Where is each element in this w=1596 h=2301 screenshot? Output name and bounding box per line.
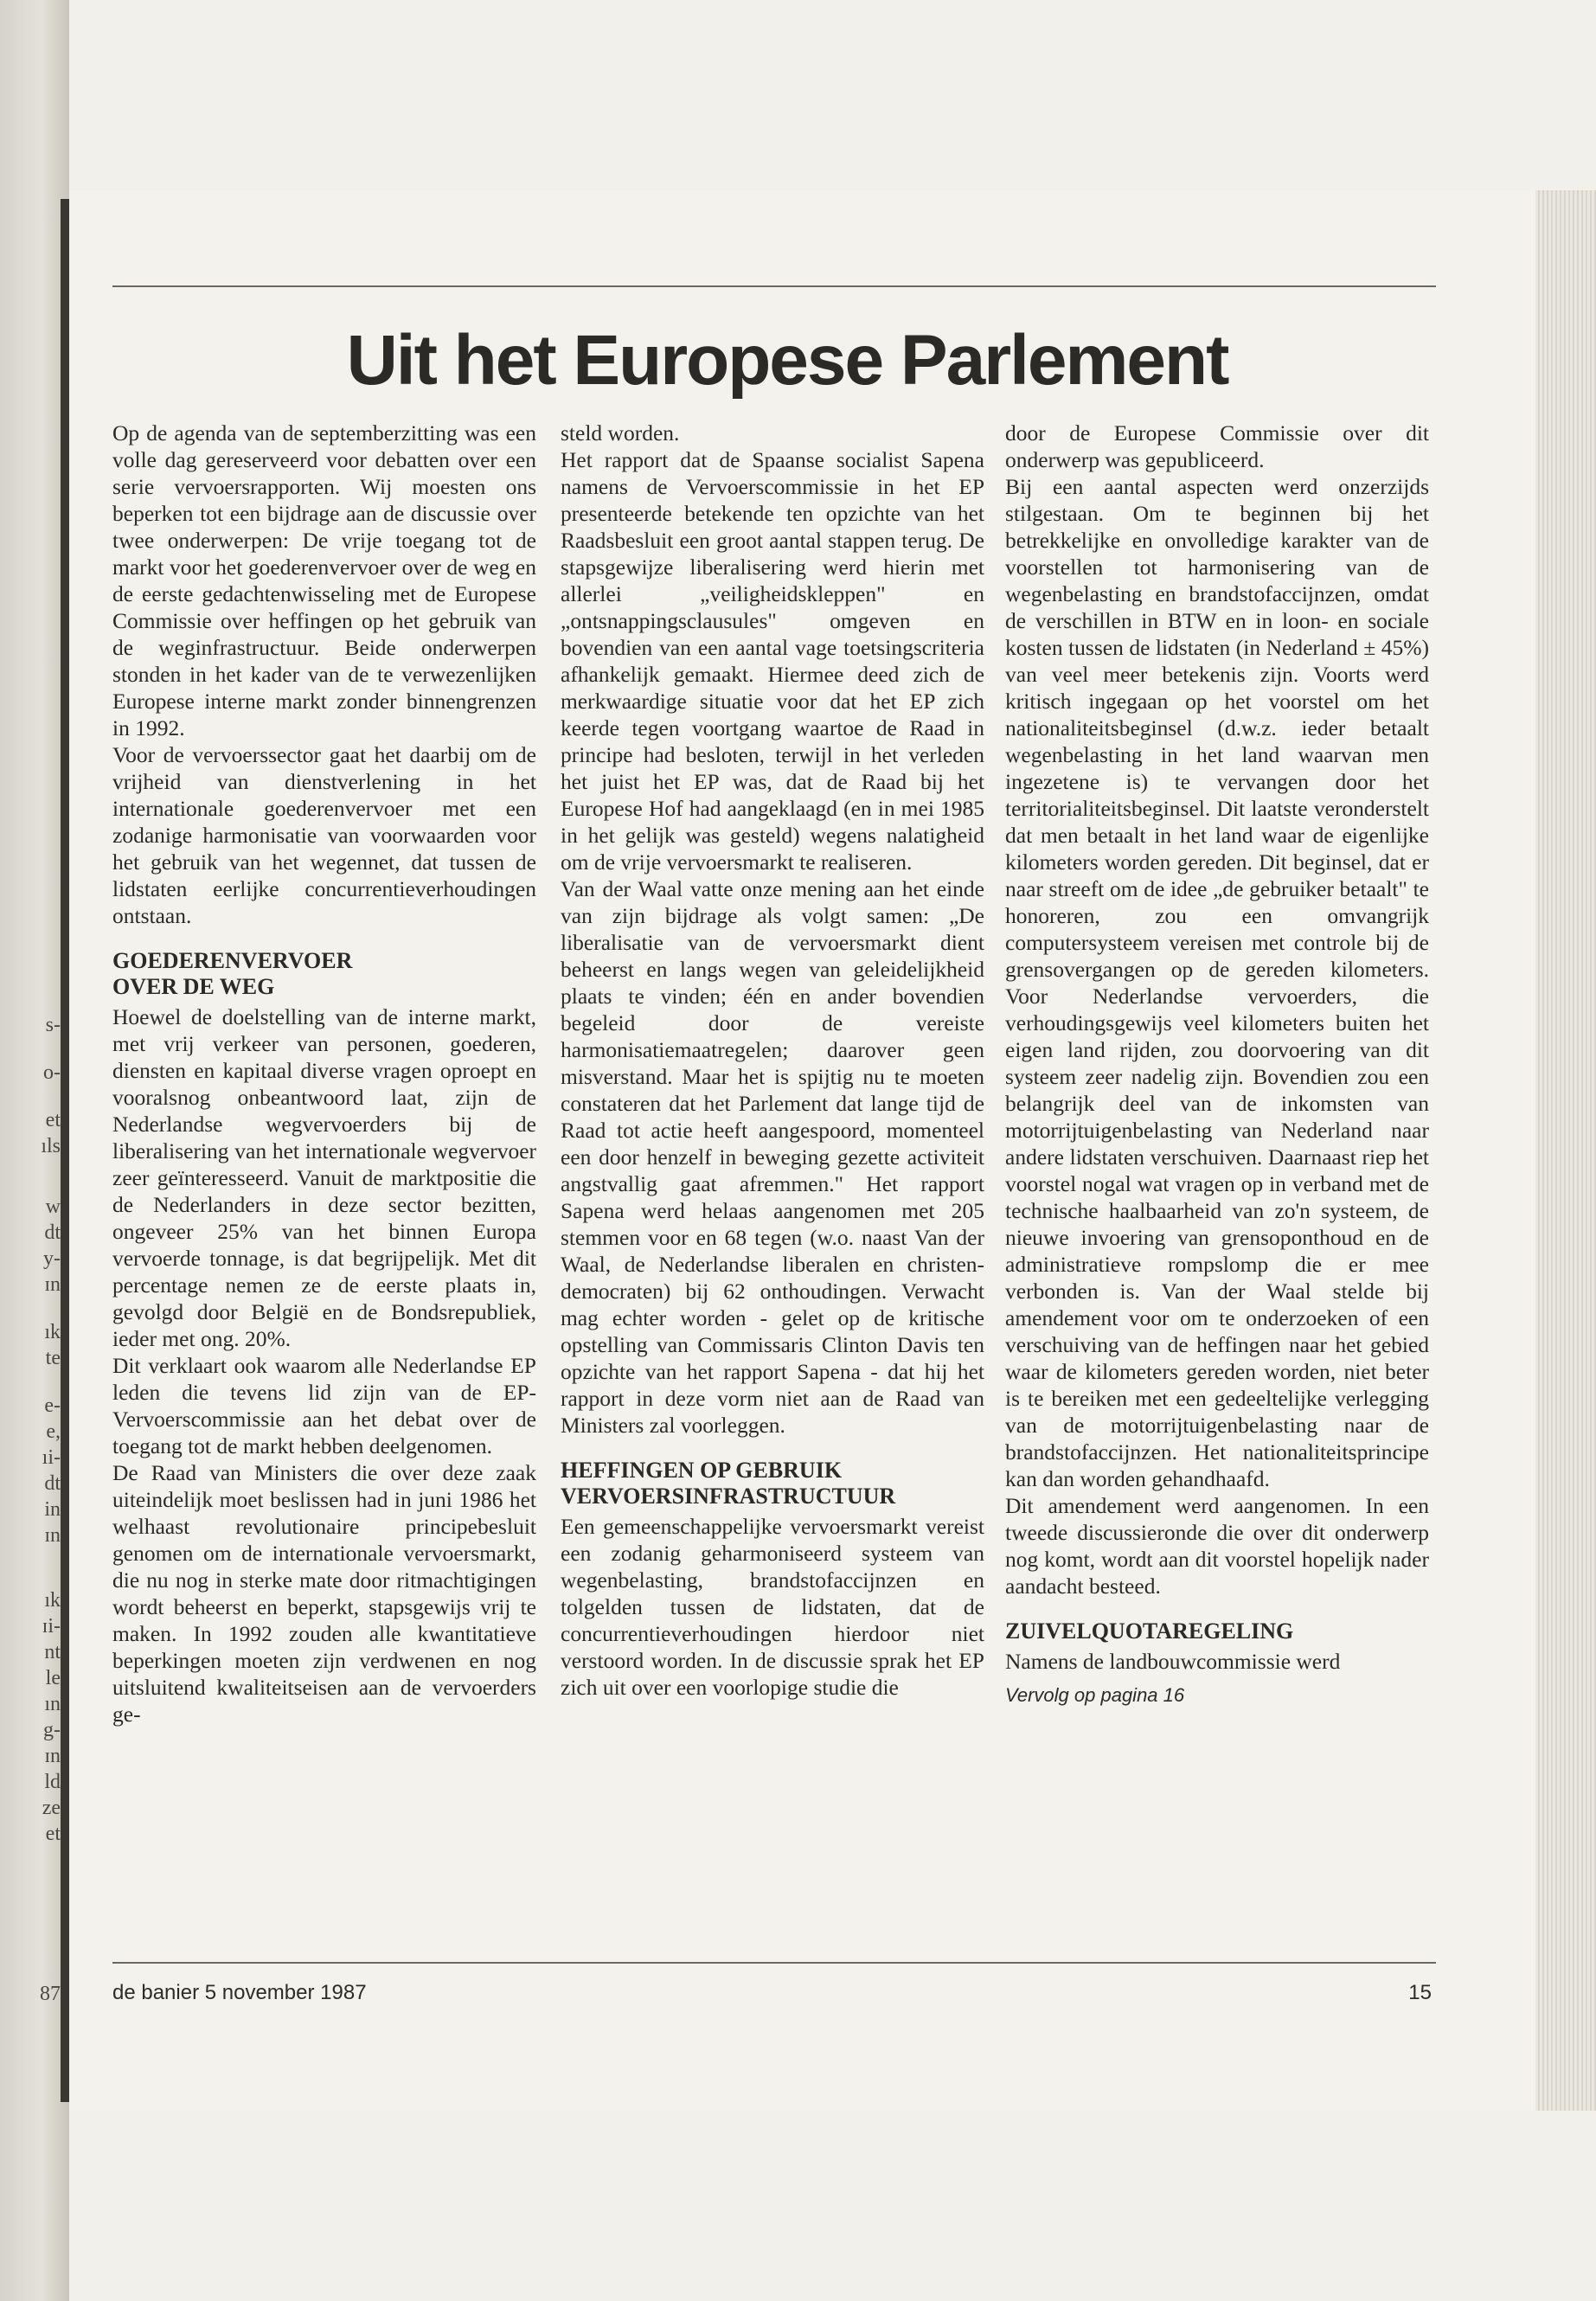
- spine-fragment: g-: [43, 1719, 61, 1741]
- spine-fragment: o-: [43, 1061, 61, 1084]
- section-heading-line: VERVOERSINFRASTRUCTUUR: [561, 1484, 896, 1509]
- paragraph: Op de agenda van de septemberzitting was een volle dag gereserveerd voor debatten over een serie vervoersrapporten. Wij moesten ons beperken tot een bijdrage aan de discussie over twee onderwerpen: De vrije toegang tot de markt voor het goederenvervoer over de weg en de eerste gedachtenwisseling met de Europese Commissie over heffingen op het gebruik van de weginfrastructuur. Beide onderwerpen stonden in het kader van de te verwezenlijken Europese interne markt zonder binnengrenzen in 1992.: [112, 420, 536, 740]
- spine-fragment: et: [45, 1109, 61, 1131]
- paragraph: Namens de landbouwcommissie werd: [1005, 1649, 1341, 1674]
- spine-fragment: w: [45, 1195, 61, 1218]
- spine-fragment: ld: [44, 1771, 61, 1793]
- paragraph: Dit amendement werd aangenomen. In een tweede discussieronde die over dit onderwerp nog komt, wordt aan dit voorstel hopelijk nader aandacht besteed.: [1005, 1493, 1429, 1599]
- spine-fragment: dt: [44, 1472, 61, 1495]
- spine-fragment: 87: [40, 1983, 61, 2005]
- spine-fragment: dt: [44, 1221, 61, 1244]
- column-1: [112, 420, 536, 1727]
- section-heading: [1005, 1618, 1429, 1644]
- spine-fragment: te: [45, 1347, 61, 1369]
- binding-edge: [61, 199, 69, 2102]
- spine-fragment: ıls: [41, 1135, 61, 1157]
- section-heading: [112, 948, 536, 1000]
- paragraph: Bij een aantal aspecten werd onzerzijds stilgestaan. Om te beginnen bij het betrekkelijke en onvolledige karakter van de voorstellen tot harmonisering van de wegenbelasting en brandstofaccijnzen, omdat de verschillen in BTW en in loon- en sociale kosten tussen de lidstaten (in Nederland ± 45%) van veel meer betekenis zijn. Voorts werd kritisch ingegaan op het voorstel om het nationaliteitsbeginsel (d.w.z. ieder betaalt wegenbelasting in het land waarvan men ingezetene is) te vervangen door het territorialiteitsbeginsel. Dit laatste veronderstelt dat men betaalt in het land waar de eigenlijke kilometers worden gereden. Dit beginsel, dat er naar streeft om de idee „de gebruiker betaalt" te honoreren, zou een omvangrijk computersysteem vereisen met controle bij de grensovergangen op de gereden kilometers. Voor Nederlandse vervoerders, die verhoudingsgewijs veel kilometers buiten het eigen land rijden, zou doorvoering van dit systeem zeer nadelig zijn. Bovendien zou een belangrijk deel van de inkomsten van motorrijtuigenbelasting van Nederland naar andere lidstaten verschuiven. Daarnaast riep het voorstel nogal wat vragen op in verband met de technische haalbaarheid van zo'n systeem, de nieuwe invoering van grensoponthoud en de administratieve rompslomp die er mee verbonden is. Van der Waal stelde bij amendement voor om te onderzoeken of een verschuiving van de heffingen naar het gebied waar de kilometers gereden worden, niet beter is te bereiken met een gedeeltelijke verlegging van de motorrijtuigenbelasting naar de brandstofaccijnzen. Het nationaliteitsprincipe kan dan worden gehandhaafd.: [1005, 474, 1429, 1491]
- section-heading-line: HEFFINGEN OP GEBRUIK: [561, 1458, 843, 1483]
- paragraph: Hoewel de doelstelling van de interne markt, met vrij verkeer van personen, goederen, diensten en kapitaal diverse vragen oproept en vooralsnog onbeantwoord laat, zijn de Nederlandse wegvervoerders bij de liberalisering van het internationale wegvervoer zeer geïnteresseerd. Vanuit de marktpositie die de Nederlanders in deze sector bezitten, ongeveer 25% van het binnen Europa vervoerde tonnage, is dat begrijpelijk. Met dit percentage nemen ze de eerste plaats in, gevolgd door België en de Bondsrepubliek, ieder met ong. 20%.: [112, 1004, 536, 1351]
- footer-publication: de banier 5 november 1987: [112, 1981, 367, 2004]
- column-3: [1005, 420, 1429, 1708]
- column-2: [561, 420, 984, 1701]
- article-headline: Uit het Europese Parlement: [346, 321, 1228, 400]
- section-heading-line: OVER DE WEG: [112, 974, 275, 999]
- section-heading: [561, 1458, 984, 1509]
- page-edges: [1535, 190, 1596, 2111]
- paragraph: Dit verklaart ook waarom alle Nederlandse EP leden die tevens lid zijn van de EP-Vervoerscommissie aan het debat over de toegang tot de markt hebben deelgenomen.: [112, 1353, 536, 1458]
- paragraph: steld worden.: [561, 420, 680, 445]
- spine-fragment: nt: [44, 1641, 61, 1663]
- spine-fragment: s-: [45, 1014, 61, 1036]
- spine-fragment: ın: [44, 1693, 61, 1715]
- paragraph: Voor de vervoerssector gaat het daarbij om de vrijheid van dienstverlening in het internationale goederenvervoer met een zodanige harmonisatie van voorwaarden voor het gebruik van het wegennet, dat tussen de lidstaten eerlijke concurrentieverhoudingen ontstaan.: [112, 742, 536, 928]
- spine-fragment: ɪn: [44, 1524, 61, 1547]
- section-heading-line: ZUIVELQUOTAREGELING: [1005, 1618, 1294, 1644]
- spine-fragment: ık: [44, 1589, 61, 1612]
- spine-fragment: y-: [43, 1247, 61, 1270]
- continued-notice: Vervolg op pagina 16: [1005, 1684, 1185, 1706]
- paragraph: Van der Waal vatte onze mening aan het einde van zijn bijdrage als volgt samen: „De liberalisatie van de vervoersmarkt dient beheerst en langs wegen van geleidelijkheid plaats te vinden; één en ander bovendien begeleid door de vereiste harmonisatiemaatregelen; daarover geen misverstand. Maar het is spijtig nu te moeten constateren dat het Parlement dat lange tijd de Raad tot actie heeft aangespoord, momenteel een door henzelf in beweging gezette activiteit angstvallig gaat afremmen." Het rapport Sapena werd helaas aangenomen met 205 stemmen voor en 68 tegen (w.o. naast Van der Waal, de Nederlandse liberalen en christen-democraten) bij 62 onthoudingen. Verwacht mag echter worden - gelet op de kritische opstelling van Commissaris Clinton Davis ten opzichte van het rapport Sapena - dat hij het rapport in deze vorm niet aan de Raad van Ministers zal voorleggen.: [561, 876, 984, 1438]
- bottom-rule: [112, 1962, 1436, 1964]
- spine-fragment: le: [45, 1667, 61, 1689]
- paragraph: Het rapport dat de Spaanse socialist Sapena namens de Vervoerscommissie in het EP presenteerde betekende ten opzichte van het Raadsbesluit een groot aantal stappen terug. De stapsgewijze liberalisering werd hierin met allerlei „veiligheidskleppen" en „ontsnappingsclausules" omgeven en bovendien van een aantal vage toetsingscriteria afhankelijk gemaakt. Hiermee deed zich de merkwaardige situatie voor dat het EP zich keerde tegen voortgang waartoe de Raad in principe had besloten, terwijl in het verleden het juist het EP was, dat de Raad bij het Europese Hof had aangeklaagd (en in mei 1985 in het gelijk was gesteld) wegens nalatigheid om de vrije vervoersmarkt te realiseren.: [561, 447, 984, 875]
- spine-fragment: et: [45, 1823, 61, 1845]
- spine-fragment: ıi-: [42, 1446, 61, 1469]
- paragraph: De Raad van Ministers die over deze zaak uiteindelijk moet beslissen had in juni 1986 het welhaast revolutionaire principebesluit genomen om de internationale vervoersmarkt, die nu nog in sterke mate door ritmachtigingen wordt beheerst en beperkt, stapsgewijs vrij te maken. In 1992 zouden alle kwantitatieve beperkingen moeten zijn verdwenen en nog uitsluitend kwaliteitseisen aan de vervoerders ge-: [112, 1460, 536, 1727]
- spine-fragment: in: [44, 1498, 61, 1521]
- spine-fragment: ɪn: [44, 1745, 61, 1767]
- spine-fragment: e-: [44, 1394, 61, 1417]
- spine-fragment: ık: [44, 1321, 61, 1343]
- footer-page-number: 15: [1408, 1981, 1432, 2004]
- spine-fragment: e,: [46, 1420, 61, 1443]
- spine-fragment: ɪi-: [42, 1615, 61, 1638]
- spine-fragment: ɪn: [44, 1273, 61, 1296]
- top-rule: [112, 285, 1436, 287]
- paragraph: door de Europese Commissie over dit onderwerp was gepubliceerd.: [1005, 420, 1429, 472]
- section-heading-line: GOEDERENVERVOER: [112, 948, 353, 973]
- spine-fragment: ze: [42, 1797, 61, 1819]
- paragraph: Een gemeenschappelijke vervoersmarkt vereist een zodanig geharmoniseerd systeem van wegenbelasting, brandstofaccijnzen en tolgelden tussen de lidstaten, dat de concurrentieverhoudingen hierdoor niet verstoord worden. In de discussie sprak het EP zich uit over een voorlopige studie die: [561, 1514, 984, 1700]
